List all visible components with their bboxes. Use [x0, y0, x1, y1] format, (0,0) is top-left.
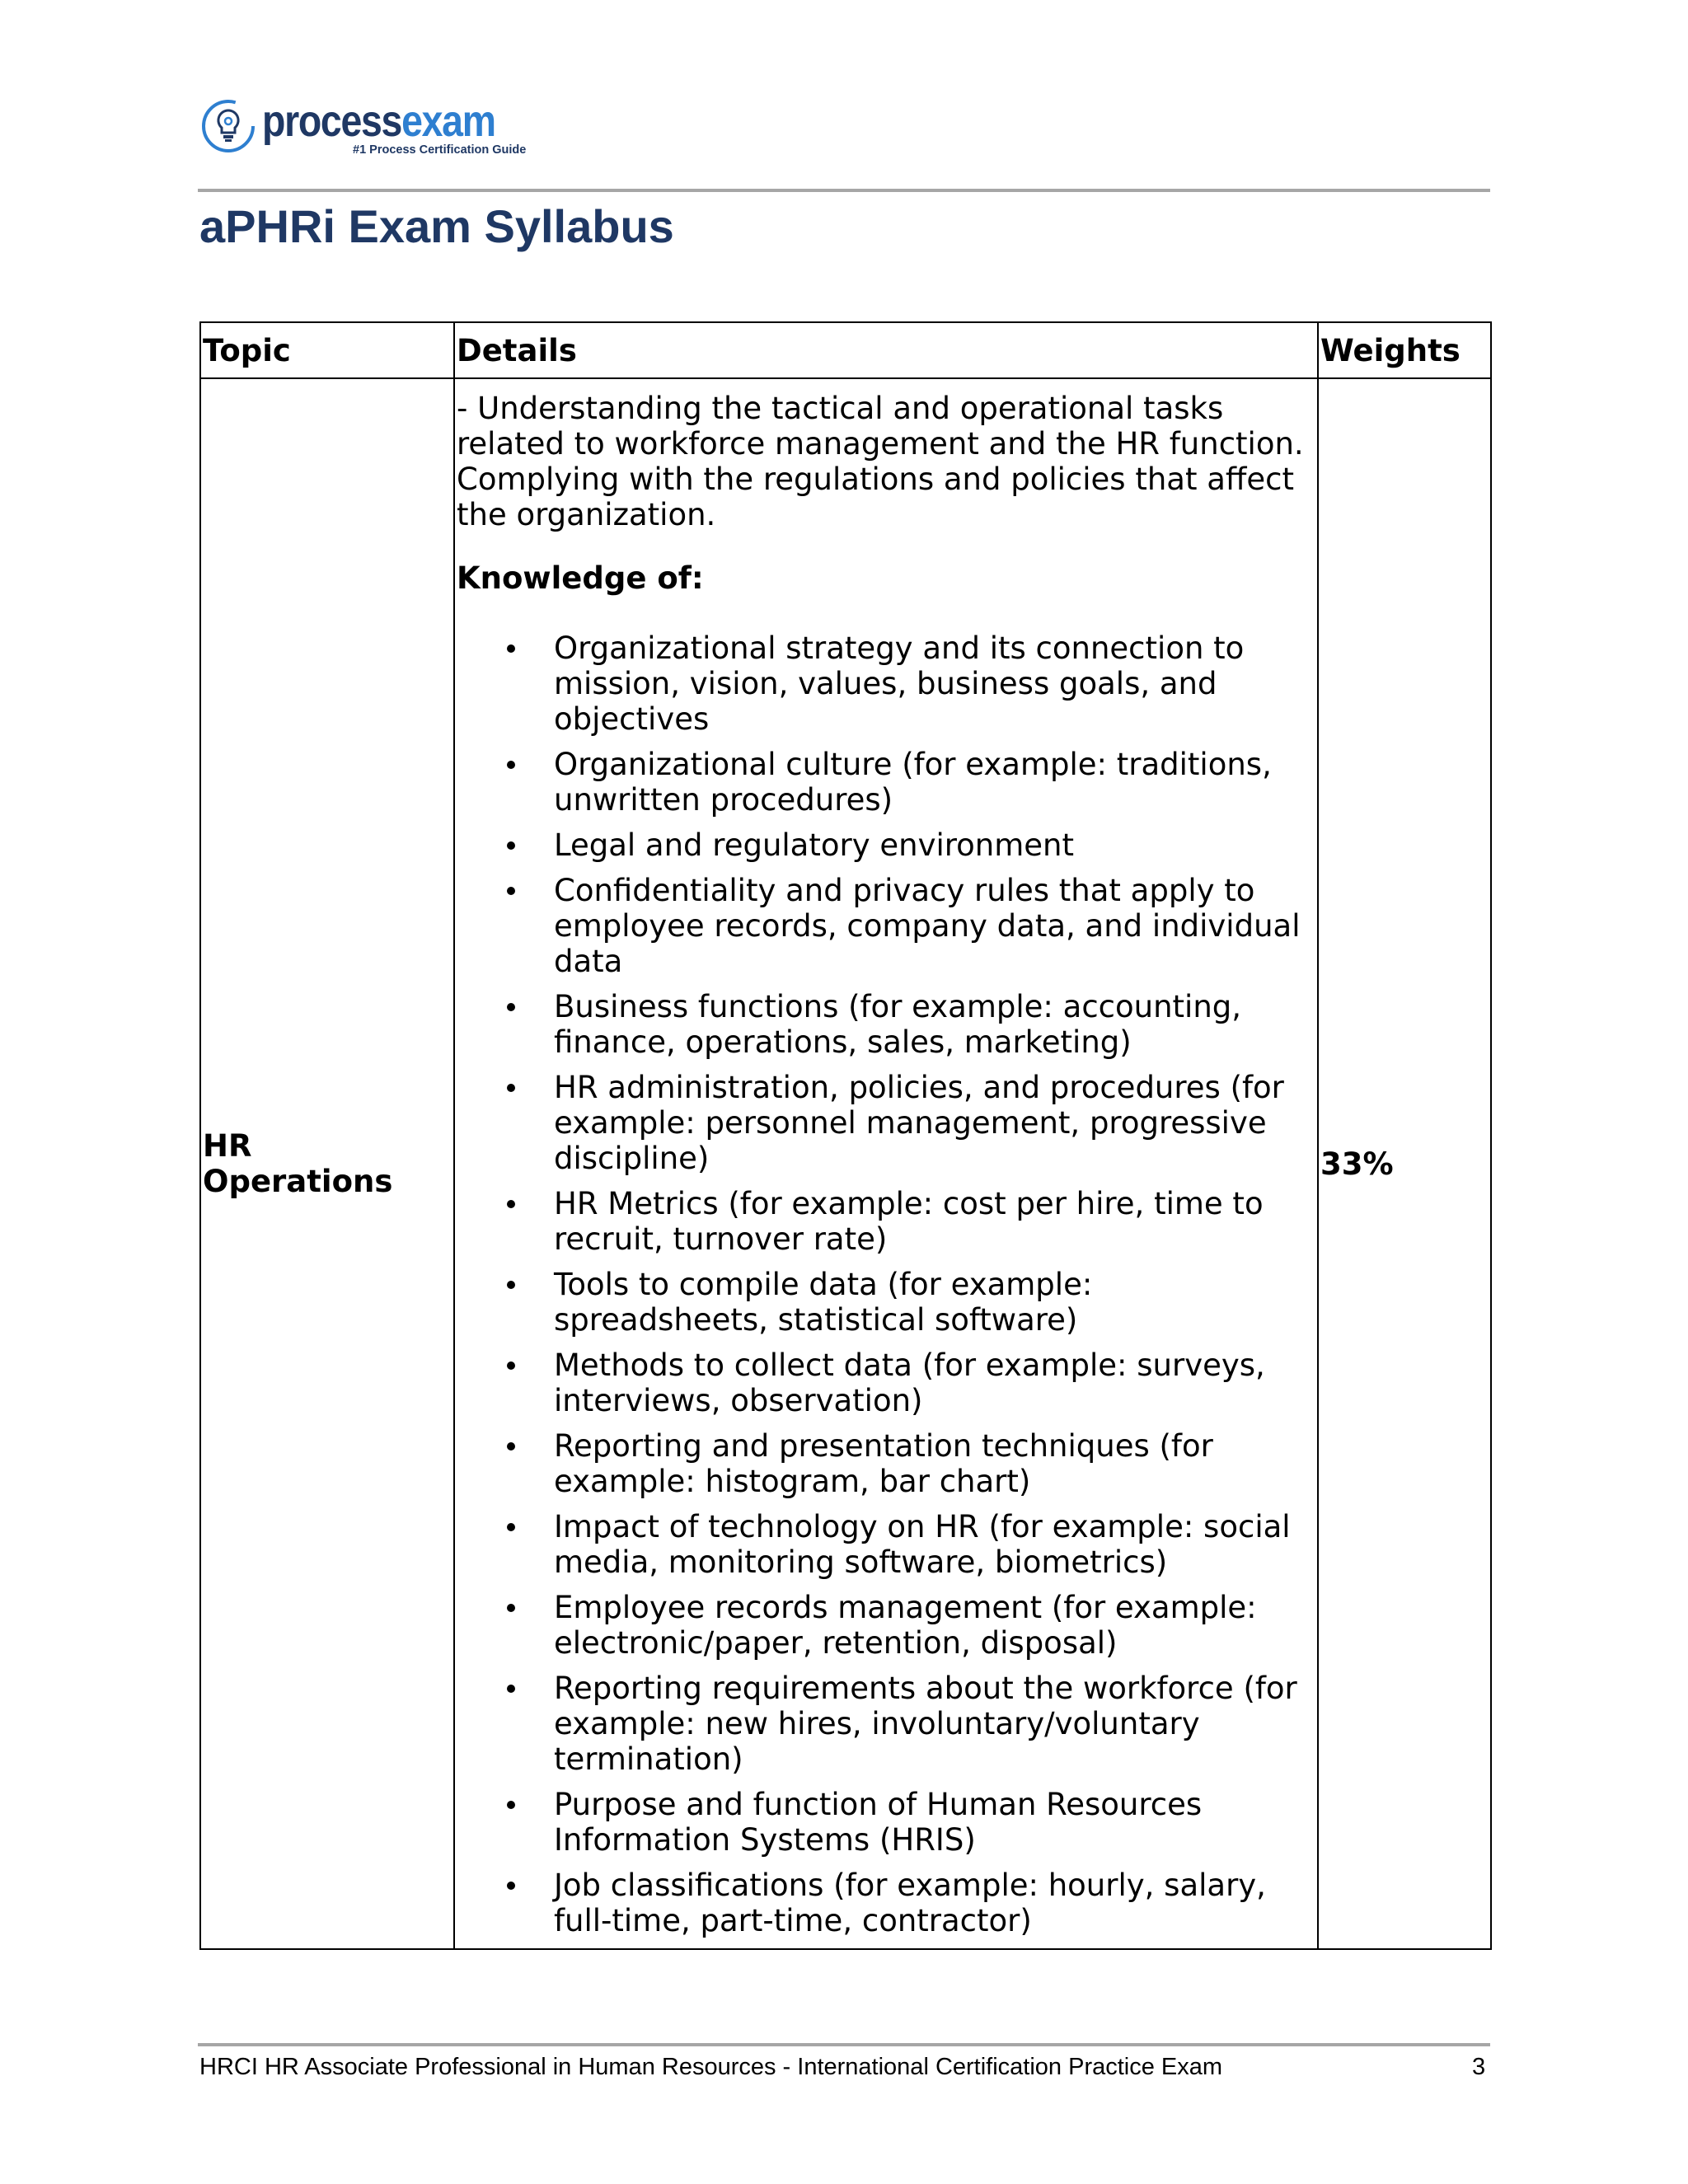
list-item — [457, 1347, 1315, 1418]
weight-cell: 33% — [1318, 378, 1491, 1949]
bullet-icon — [507, 1200, 515, 1208]
list-item — [457, 1186, 1315, 1257]
topic-description: - Understanding the tactical and operational tasks related to workforce management and the HR function. Complying with the regulations and policies that affect the organization. — [457, 391, 1304, 532]
list-item-text: Job classifications (for example: hourly, salary, full-time, part-time, contractor) — [554, 1868, 1266, 1938]
list-item — [457, 1509, 1315, 1580]
bullet-icon — [507, 1801, 515, 1809]
bullet-icon — [507, 1003, 515, 1011]
list-item — [457, 1787, 1315, 1858]
footer-text: HRCI HR Associate Professional in Human Resources - International Certification Practice Exam — [199, 2054, 1223, 2080]
list-item-text: HR administration, policies, and procedures (for example: personnel management, progressive discipline) — [554, 1070, 1284, 1176]
bullet-icon — [507, 1281, 515, 1289]
table-row — [200, 378, 1491, 1949]
list-item-text: Methods to collect data (for example: surveys, interviews, observation) — [554, 1347, 1265, 1418]
page-number: 3 — [1472, 2054, 1486, 2080]
bullet-icon — [507, 644, 515, 653]
bullet-icon — [507, 761, 515, 769]
bullet-icon — [507, 887, 515, 895]
bullet-icon — [507, 1685, 515, 1693]
processexam-logo — [199, 97, 533, 163]
list-item — [457, 989, 1315, 1060]
list-item — [457, 1070, 1315, 1176]
list-item-text: Business functions (for example: accounting, finance, operations, sales, marketing) — [554, 989, 1242, 1060]
header-details: Details — [454, 322, 1318, 378]
header-divider — [198, 189, 1490, 192]
bullet-icon — [507, 1523, 515, 1531]
list-item-text: Reporting and presentation techniques (for example: histogram, bar chart) — [554, 1428, 1213, 1499]
list-item — [457, 1428, 1315, 1499]
lightbulb-gear-icon — [199, 97, 257, 155]
knowledge-list — [457, 630, 1315, 1938]
list-item — [457, 1267, 1315, 1338]
list-item-text: Reporting requirements about the workforce (for example: new hires, involuntary/voluntary termination) — [554, 1671, 1297, 1777]
list-item — [457, 1868, 1315, 1938]
topic-cell: HR Operations — [200, 378, 454, 1949]
list-item — [457, 1671, 1315, 1777]
syllabus-table — [199, 321, 1492, 1950]
list-item-text: HR Metrics (for example: cost per hire, time to recruit, turnover rate) — [554, 1186, 1264, 1257]
list-item-text: Organizational strategy and its connection to mission, vision, values, business goals, and objectives — [554, 630, 1245, 737]
list-item — [457, 747, 1315, 818]
list-item — [457, 827, 1315, 863]
header-weights: Weights — [1318, 322, 1491, 378]
bullet-icon — [507, 1604, 515, 1612]
list-item-text: Purpose and function of Human Resources Information Systems (HRIS) — [554, 1787, 1203, 1858]
page-title: aPHRi Exam Syllabus — [199, 200, 674, 252]
list-item-text: Impact of technology on HR (for example: social media, monitoring software, biometrics) — [554, 1509, 1291, 1580]
details-cell — [454, 378, 1318, 1949]
list-item-text: Confidentiality and privacy rules that apply to employee records, company data, and individual data — [554, 873, 1301, 979]
bullet-icon — [507, 1361, 515, 1370]
bullet-icon — [507, 1084, 515, 1092]
table-header-row — [200, 322, 1491, 378]
list-item-text: Employee records management (for example: electronic/paper, retention, disposal) — [554, 1590, 1257, 1661]
bullet-icon — [507, 1442, 515, 1451]
list-item-text: Organizational culture (for example: traditions, unwritten procedures) — [554, 747, 1272, 818]
list-item — [457, 630, 1315, 737]
header-topic: Topic — [200, 322, 454, 378]
footer-divider — [198, 2043, 1490, 2046]
bullet-icon — [507, 841, 515, 850]
logo-tagline: #1 Process Certification Guide — [353, 143, 527, 157]
bullet-icon — [507, 1882, 515, 1890]
list-item — [457, 1590, 1315, 1661]
logo-wordmark: processexam — [262, 96, 495, 146]
knowledge-label: Knowledge of: — [457, 560, 704, 596]
list-item-text: Tools to compile data (for example: spreadsheets, statistical software) — [554, 1267, 1093, 1338]
list-item-text: Legal and regulatory environment — [554, 827, 1075, 863]
list-item — [457, 873, 1315, 979]
